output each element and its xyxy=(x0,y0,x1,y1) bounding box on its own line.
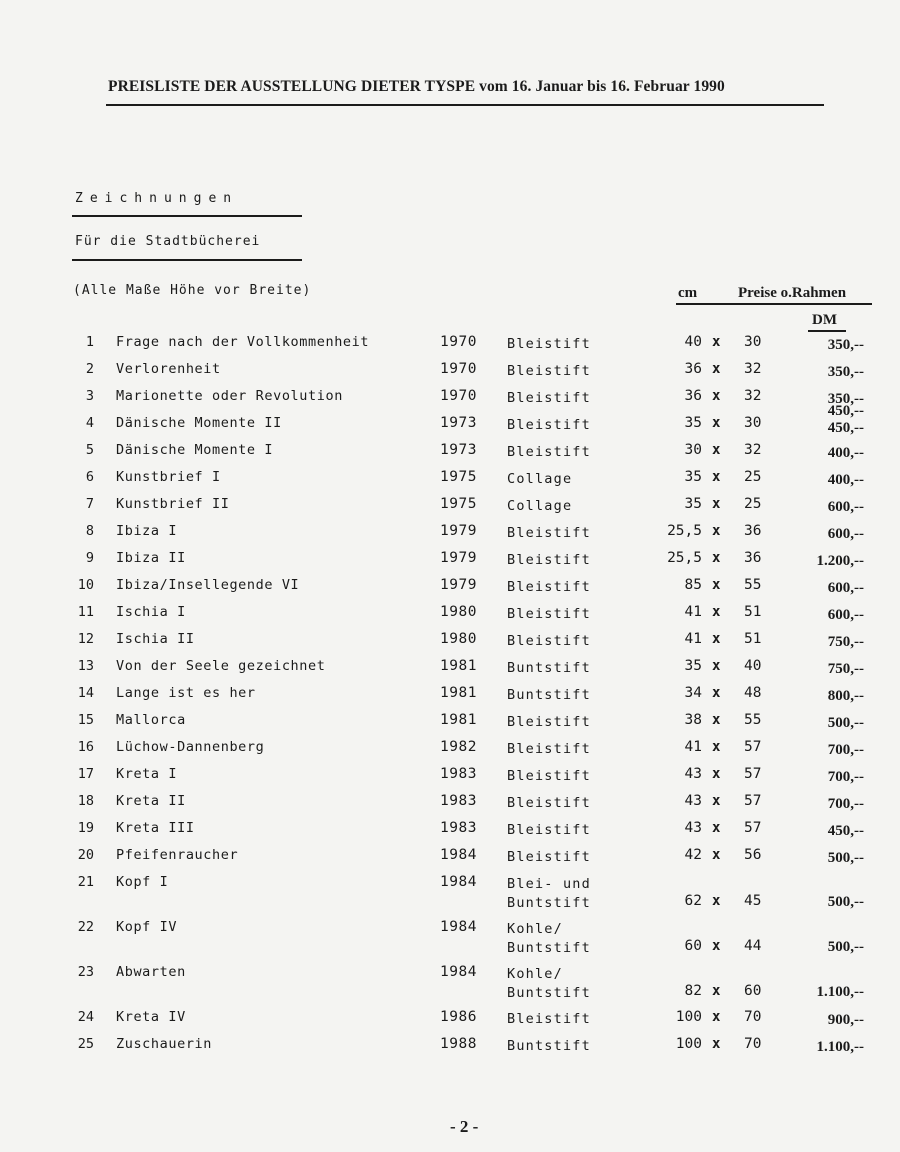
artwork-title: Kunstbrief I xyxy=(116,469,221,485)
artwork-title: Kopf IV xyxy=(116,919,178,935)
artwork-height: 32 xyxy=(744,388,762,404)
price-line: 450,-- xyxy=(827,403,864,419)
artwork-technique xyxy=(507,362,591,381)
row-number: 7 xyxy=(85,496,94,512)
artwork-width: 25,5 xyxy=(667,523,702,539)
artwork-height: 36 xyxy=(744,550,762,566)
table-row xyxy=(0,442,900,468)
price-line: 450,-- xyxy=(827,420,864,436)
artwork-year: 1982 xyxy=(440,739,477,755)
artwork-title: Lüchow-Dannenberg xyxy=(116,739,265,755)
artwork-price: 400,-- xyxy=(827,472,864,488)
artwork-technique xyxy=(507,1010,591,1029)
artwork-height: 51 xyxy=(744,604,762,620)
artwork-price: 1.100,-- xyxy=(816,1039,864,1055)
artwork-price: 750,-- xyxy=(827,661,864,677)
artwork-width: 60 xyxy=(684,938,702,954)
artwork-technique xyxy=(507,578,591,597)
dimension-separator: x xyxy=(712,893,721,909)
table-row xyxy=(0,739,900,765)
technique-line: Blei- und xyxy=(507,876,591,892)
artwork-year: 1981 xyxy=(440,658,477,674)
row-number: 15 xyxy=(77,712,94,728)
artwork-year: 1970 xyxy=(440,334,477,350)
artwork-technique xyxy=(507,605,591,624)
row-number: 1 xyxy=(85,334,94,350)
dimension-separator: x xyxy=(712,604,721,620)
dimension-separator: x xyxy=(712,442,721,458)
artwork-width: 40 xyxy=(684,334,702,350)
artwork-price xyxy=(760,403,864,437)
page-number: - 2 - xyxy=(450,1117,479,1136)
table-row xyxy=(0,1009,900,1035)
artwork-price: 600,-- xyxy=(827,526,864,542)
artwork-title: Kreta II xyxy=(116,793,186,809)
dimension-separator: x xyxy=(712,1036,721,1052)
artwork-technique xyxy=(507,416,591,435)
artwork-title: Verlorenheit xyxy=(116,361,221,377)
table-row xyxy=(0,712,900,738)
artwork-technique xyxy=(507,740,591,759)
artwork-technique xyxy=(507,497,572,516)
artwork-price: 500,-- xyxy=(827,939,864,955)
row-number: 5 xyxy=(85,442,94,458)
technique-line: Collage xyxy=(507,471,573,487)
artwork-technique xyxy=(507,1037,591,1056)
section-underline xyxy=(72,215,302,217)
table-row xyxy=(0,820,900,846)
artwork-height: 30 xyxy=(744,415,762,431)
row-number: 24 xyxy=(77,1009,94,1025)
artwork-title: Kunstbrief II xyxy=(116,496,230,512)
title-underline xyxy=(106,104,824,106)
artwork-width: 35 xyxy=(684,469,702,485)
dimension-separator: x xyxy=(712,658,721,674)
artwork-width: 42 xyxy=(684,847,702,863)
technique-line: Bleistift xyxy=(507,768,591,784)
artwork-height: 40 xyxy=(744,658,762,674)
row-number: 12 xyxy=(77,631,94,647)
artwork-title: Ibiza/Insellegende VI xyxy=(116,577,300,593)
artwork-height: 60 xyxy=(744,983,762,999)
artwork-technique xyxy=(507,848,591,867)
technique-line: Bleistift xyxy=(507,606,591,622)
artwork-technique xyxy=(507,794,591,813)
technique-line: Bleistift xyxy=(507,849,591,865)
artwork-title: Kreta IV xyxy=(116,1009,186,1025)
artwork-width: 82 xyxy=(684,983,702,999)
artwork-technique xyxy=(507,713,591,732)
section-heading: Zeichnungen xyxy=(75,191,239,206)
row-number: 4 xyxy=(85,415,94,431)
artwork-title: Mallorca xyxy=(116,712,186,728)
artwork-technique xyxy=(507,920,591,958)
table-row xyxy=(0,496,900,522)
dimension-separator: x xyxy=(712,739,721,755)
artwork-height: 25 xyxy=(744,469,762,485)
artwork-height: 36 xyxy=(744,523,762,539)
artwork-title: Frage nach der Vollkommenheit xyxy=(116,334,370,350)
table-row xyxy=(0,919,900,956)
artwork-technique xyxy=(507,524,591,543)
artwork-technique xyxy=(507,470,572,489)
artwork-title: Ischia I xyxy=(116,604,186,620)
artwork-width: 43 xyxy=(684,793,702,809)
artwork-height: 25 xyxy=(744,496,762,512)
artwork-year: 1983 xyxy=(440,793,477,809)
technique-line: Bleistift xyxy=(507,1011,591,1027)
row-number: 3 xyxy=(85,388,94,404)
row-number: 17 xyxy=(77,766,94,782)
artwork-width: 30 xyxy=(684,442,702,458)
artwork-height: 48 xyxy=(744,685,762,701)
artwork-height: 55 xyxy=(744,577,762,593)
table-row xyxy=(0,334,900,360)
artwork-technique xyxy=(507,632,591,651)
artwork-technique xyxy=(507,686,591,705)
artwork-width: 43 xyxy=(684,820,702,836)
artwork-height: 51 xyxy=(744,631,762,647)
artwork-technique xyxy=(507,335,591,354)
artwork-price: 400,-- xyxy=(827,445,864,461)
artwork-year: 1984 xyxy=(440,874,477,890)
technique-line: Bleistift xyxy=(507,822,591,838)
artwork-year: 1981 xyxy=(440,712,477,728)
artwork-height: 57 xyxy=(744,766,762,782)
artwork-year: 1983 xyxy=(440,766,477,782)
artwork-price: 600,-- xyxy=(827,499,864,515)
column-header-prices: Preise o.Rahmen xyxy=(738,285,847,301)
artwork-width: 41 xyxy=(684,739,702,755)
artwork-height: 30 xyxy=(744,334,762,350)
technique-line: Bleistift xyxy=(507,444,591,460)
artwork-year: 1984 xyxy=(440,919,477,935)
dimension-separator: x xyxy=(712,820,721,836)
artwork-year: 1981 xyxy=(440,685,477,701)
technique-line: Collage xyxy=(507,498,573,514)
artwork-height: 70 xyxy=(744,1009,762,1025)
table-row xyxy=(0,847,900,873)
artwork-year: 1979 xyxy=(440,577,477,593)
artwork-price: 1.100,-- xyxy=(816,984,864,1000)
artwork-price: 500,-- xyxy=(827,715,864,731)
artwork-year: 1986 xyxy=(440,1009,477,1025)
artwork-price: 700,-- xyxy=(827,742,864,758)
artwork-height: 45 xyxy=(744,893,762,909)
artwork-height: 57 xyxy=(744,820,762,836)
row-number: 6 xyxy=(85,469,94,485)
artwork-price: 350,-- xyxy=(827,391,864,407)
artwork-height: 32 xyxy=(744,361,762,377)
artwork-width: 85 xyxy=(684,577,702,593)
artwork-width: 43 xyxy=(684,766,702,782)
dimension-separator: x xyxy=(712,334,721,350)
artwork-height: 70 xyxy=(744,1036,762,1052)
row-number: 20 xyxy=(77,847,94,863)
artwork-year: 1980 xyxy=(440,631,477,647)
technique-line: Bleistift xyxy=(507,741,591,757)
artwork-year: 1979 xyxy=(440,550,477,566)
row-number: 11 xyxy=(77,604,94,620)
subsection-heading: Für die Stadtbücherei xyxy=(75,234,261,249)
artwork-title: Lange ist es her xyxy=(116,685,256,701)
dimension-separator: x xyxy=(712,1009,721,1025)
row-number: 10 xyxy=(77,577,94,593)
artwork-width: 41 xyxy=(684,604,702,620)
table-row xyxy=(0,361,900,387)
row-number: 13 xyxy=(77,658,94,674)
artwork-technique xyxy=(507,821,591,840)
table-row xyxy=(0,523,900,549)
artwork-price: 350,-- xyxy=(827,364,864,380)
dimension-separator: x xyxy=(712,847,721,863)
artwork-width: 35 xyxy=(684,415,702,431)
artwork-year: 1973 xyxy=(440,442,477,458)
technique-line: Buntstift xyxy=(507,660,591,676)
row-number: 18 xyxy=(77,793,94,809)
artwork-technique xyxy=(507,551,591,570)
artwork-height: 57 xyxy=(744,793,762,809)
artwork-height: 44 xyxy=(744,938,762,954)
artwork-price: 500,-- xyxy=(827,894,864,910)
technique-line: Kohle/ xyxy=(507,966,563,982)
row-number: 16 xyxy=(77,739,94,755)
artwork-width: 38 xyxy=(684,712,702,728)
technique-line: Buntstift xyxy=(507,985,591,1001)
table-row xyxy=(0,403,900,441)
artwork-width: 25,5 xyxy=(667,550,702,566)
artwork-title: Kreta III xyxy=(116,820,195,836)
artwork-height: 57 xyxy=(744,739,762,755)
row-number: 2 xyxy=(85,361,94,377)
artwork-year: 1975 xyxy=(440,496,477,512)
artwork-technique xyxy=(507,965,591,1003)
artwork-year: 1988 xyxy=(440,1036,477,1052)
artwork-width: 100 xyxy=(675,1036,702,1052)
dimension-separator: x xyxy=(712,793,721,809)
artwork-width: 100 xyxy=(675,1009,702,1025)
artwork-price: 700,-- xyxy=(827,769,864,785)
artwork-width: 36 xyxy=(684,388,702,404)
artwork-title: Ischia II xyxy=(116,631,195,647)
artwork-year: 1983 xyxy=(440,820,477,836)
artwork-price: 750,-- xyxy=(827,634,864,650)
technique-line: Buntstift xyxy=(507,895,591,911)
technique-line: Bleistift xyxy=(507,390,591,406)
table-row xyxy=(0,658,900,684)
technique-line: Buntstift xyxy=(507,1038,591,1054)
table-row xyxy=(0,604,900,630)
column-header-cm: cm xyxy=(678,285,698,301)
dimension-separator: x xyxy=(712,550,721,566)
artwork-width: 62 xyxy=(684,893,702,909)
artwork-year: 1984 xyxy=(440,964,477,980)
dimension-separator: x xyxy=(712,983,721,999)
table-row xyxy=(0,685,900,711)
artwork-title: Pfeifenraucher xyxy=(116,847,239,863)
table-row xyxy=(0,766,900,792)
artwork-price: 600,-- xyxy=(827,580,864,596)
dimension-separator: x xyxy=(712,577,721,593)
artwork-technique xyxy=(507,659,591,678)
artwork-title: Kreta I xyxy=(116,766,178,782)
technique-line: Bleistift xyxy=(507,579,591,595)
technique-line: Bleistift xyxy=(507,525,591,541)
row-number: 8 xyxy=(85,523,94,539)
row-number: 9 xyxy=(85,550,94,566)
dimension-separator: x xyxy=(712,523,721,539)
technique-line: Buntstift xyxy=(507,940,591,956)
technique-line: Buntstift xyxy=(507,687,591,703)
table-row xyxy=(0,631,900,657)
dimension-separator: x xyxy=(712,712,721,728)
artwork-year: 1973 xyxy=(440,415,477,431)
currency-underline xyxy=(808,330,846,332)
technique-line: Bleistift xyxy=(507,417,591,433)
table-row xyxy=(0,793,900,819)
technique-line: Bleistift xyxy=(507,336,591,352)
artwork-title: Ibiza I xyxy=(116,523,178,539)
artwork-price: 450,-- xyxy=(827,823,864,839)
table-row xyxy=(0,964,900,1001)
dimension-separator: x xyxy=(712,469,721,485)
artwork-technique xyxy=(507,875,591,913)
table-row xyxy=(0,577,900,603)
artwork-title: Von der Seele gezeichnet xyxy=(116,658,326,674)
table-row xyxy=(0,1036,900,1062)
technique-line: Bleistift xyxy=(507,552,591,568)
artwork-price: 700,-- xyxy=(827,796,864,812)
row-number: 14 xyxy=(77,685,94,701)
artwork-technique xyxy=(507,443,591,462)
artwork-year: 1984 xyxy=(440,847,477,863)
dimension-separator: x xyxy=(712,938,721,954)
dimension-separator: x xyxy=(712,496,721,512)
dimension-separator: x xyxy=(712,766,721,782)
artwork-width: 41 xyxy=(684,631,702,647)
artwork-title: Dänische Momente I xyxy=(116,442,274,458)
table-row xyxy=(0,874,900,911)
artwork-title: Kopf I xyxy=(116,874,169,890)
artwork-year: 1979 xyxy=(440,523,477,539)
dimension-separator: x xyxy=(712,361,721,377)
dimension-note: (Alle Maße Höhe vor Breite) xyxy=(73,283,312,298)
artwork-height: 32 xyxy=(744,442,762,458)
artwork-width: 35 xyxy=(684,658,702,674)
technique-line: Bleistift xyxy=(507,363,591,379)
artwork-price: 800,-- xyxy=(827,688,864,704)
row-number: 25 xyxy=(77,1036,94,1052)
technique-line: Bleistift xyxy=(507,714,591,730)
column-header-currency: DM xyxy=(812,312,837,328)
dimension-separator: x xyxy=(712,415,721,431)
row-number: 23 xyxy=(77,964,94,980)
table-row xyxy=(0,469,900,495)
artwork-technique xyxy=(507,389,591,408)
technique-line: Bleistift xyxy=(507,795,591,811)
artwork-title: Ibiza II xyxy=(116,550,186,566)
artwork-technique xyxy=(507,767,591,786)
technique-line: Bleistift xyxy=(507,633,591,649)
artwork-price: 350,-- xyxy=(827,337,864,353)
artwork-width: 35 xyxy=(684,496,702,512)
artwork-price: 500,-- xyxy=(827,850,864,866)
artwork-width: 34 xyxy=(684,685,702,701)
dimension-separator: x xyxy=(712,631,721,647)
artwork-width: 36 xyxy=(684,361,702,377)
artwork-price: 1.200,-- xyxy=(816,553,864,569)
dimension-separator: x xyxy=(712,685,721,701)
artwork-height: 55 xyxy=(744,712,762,728)
artwork-year: 1970 xyxy=(440,361,477,377)
artwork-title: Dänische Momente II xyxy=(116,415,282,431)
header-underline xyxy=(676,303,872,305)
artwork-year: 1970 xyxy=(440,388,477,404)
subsection-underline xyxy=(72,259,302,261)
row-number: 19 xyxy=(77,820,94,836)
row-number: 21 xyxy=(77,874,94,890)
artwork-title: Marionette oder Revolution xyxy=(116,388,343,404)
table-row xyxy=(0,550,900,576)
row-number: 22 xyxy=(77,919,94,935)
artwork-title: Abwarten xyxy=(116,964,186,980)
artwork-year: 1980 xyxy=(440,604,477,620)
artwork-price: 600,-- xyxy=(827,607,864,623)
document-title: PREISLISTE DER AUSSTELLUNG DIETER TYSPE vom 16. Januar bis 16. Februar 1990 xyxy=(108,78,725,95)
dimension-separator: x xyxy=(712,388,721,404)
artwork-year: 1975 xyxy=(440,469,477,485)
artwork-height: 56 xyxy=(744,847,762,863)
technique-line: Kohle/ xyxy=(507,921,563,937)
artwork-title: Zuschauerin xyxy=(116,1036,213,1052)
artwork-price: 900,-- xyxy=(827,1012,864,1028)
